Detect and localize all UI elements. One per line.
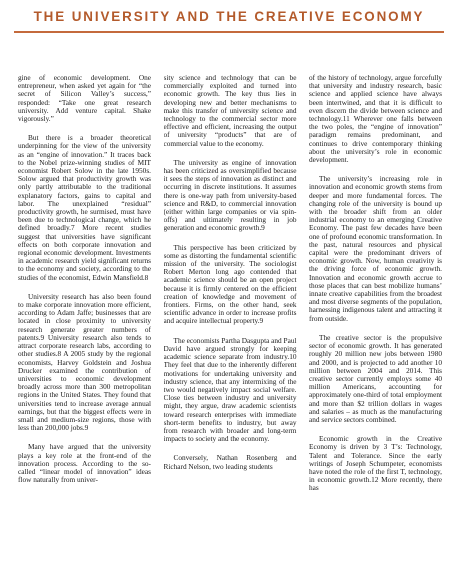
page-header [0,0,458,50]
paragraph: sity science and technology that can be commercially exploited and turned into economic growth. The key thus lies in developing new and better mechanisms to make this transfer of university science and technology to the commercial sector more effective and efficient, increasing the output of university “products” that are of commercial value to the economy. [163,74,297,148]
paragraph: The economists Partha Dasgupta and Paul David have argued strongly for keeping academic science separate from industry.10 They feel that due to the inherently different motivations for undertaking university and industry science, that any intermixing of the two would negatively impact social welfare. Close ties between industry and university might, they argue, draw academic scientists toward research enterprises with immediate short-term benefits to industry, but away from research with broader and long-term impacts to society and the economy. [163,335,297,444]
body-columns [18,74,442,582]
paragraph: gine of economic development. One entrepreneur, when asked yet again for “the secret of Silicon Valley’s success,” responded: “Take one great research university. Add venture capital. Shake vigorously.” [18,74,151,124]
paragraph: Conversely, Nathan Rosenberg and Richard Nelson, two leading students [163,453,297,471]
column-2 [164,74,297,582]
paragraph: The university as engine of innovation has been criticized as oversimplified because it sees the steps of innovation as distinct and occurring in discrete institutions. It assumes there is one-way path from university-based science and R&D, to commercial innovation (either within large companies or via spin-offs) and ultimately resulting in job generation and economic growth.9 [163,157,297,233]
column-3 [309,74,442,582]
paragraph: This perspective has been criticized by some as distorting the fundamental scientific mission of the university. The sociologist Robert Merton long ago contended that academic science should be an open project because it is firmly centered on the efficient creation of knowledge and movement of frontiers. Firms, on the other hand, seek scientific advance in order to increase profits and acquire intellectual property.9 [163,242,297,326]
paragraph: University research has also been found to make corporate innovation more efficient, according to Adam Jaffe; businesses that are located in close proximity to university research generate greater numbers of patents.9 University research also tends to attract corporate research labs, according to other studies.8 A 2005 study by the regional economists, Harvey Goldstein and Joshua Drucker examined the contribution of universities to economic development broadly across more than 300 metropolitan regions in the United States. They found that universities tend to increase average annual earnings, but that the biggest effects were in small and medium-size regions, those with less than 200,000 jobs.9 [18,291,151,433]
paragraph: The university’s increasing role in innovation and economic growth stems from deeper and more fundamental forces. The changing role of the university is bound up with the broader shift from an older industrial economy to an emerging Creative Economy. The past few decades have been one of profound economic transformation. In the past, natural resources and physical capital were the predominant drivers of economic growth. Now, human creativity is the driving force of economic growth. Innovation and economic growth accrue to those places that can best mobilize humans’ innate creative capabilities from the broadest and most diverse segments of the population, harnessing indigenous talent and attracting it from outside. [309,174,442,323]
page-title: THE UNIVERSITY AND THE CREATIVE ECONOMY [33,9,425,24]
header-rule [14,31,444,33]
paragraph: of the history of technology, argue forcefully that university and industry research, basic science and applied science have always been intertwined, and that it is difficult to even discern the divide between science and technology.11 Wherever one falls between the two poles, the “engine of innovation” paradigm remains predominant, and continues to drive contemporary thinking about the university’s role in economic development. [309,74,442,165]
paragraph: Many have argued that the university plays a key role at the front-end of the innovation process. According to the so-called “linear model of innovation” ideas flow naturally from univer- [18,442,151,485]
paragraph: But there is a broader theoretical underpinning for the view of the university as an “engine of innovation.” It traces back to the Nobel prize-winning studies of MIT economist Robert Solow in the late 1950s. Solow argued that productivity growth was only partly attributable to the traditional explanatory factors, gains to capital and labor. The unexplained “residual” productivity growth, he surmised, must have been due to technological change, which he defined broadly.7 More recent studies suggest that universities have significant effects on both corporate innovation and regional economic development. Investments in academic research yield significant returns to the economy and society, according to the studies of the economist, Edwin Mansfield.8 [18,133,151,282]
paragraph: The creative sector is the propulsive sector of economic growth. It has generated roughly 20 million new jobs between 1980 and 2000, and is projected to add another 10 million between 2004 and 2014. This creative sector currently employs some 40 million Americans, accounting for approximately one-third of total employment and more than $2 trillion dollars in wages and salaries – as much as the manufacturing and service sectors combined. [309,332,442,424]
paragraph: Economic growth in the Creative Economy is driven by 3 T’s: Technology, Talent and Tolerance. Since the early writings of Joseph Schumpeter, economists have noted the role of the first T, technology, in economic growth.12 More recently, there has [309,434,442,493]
column-1 [18,74,151,582]
